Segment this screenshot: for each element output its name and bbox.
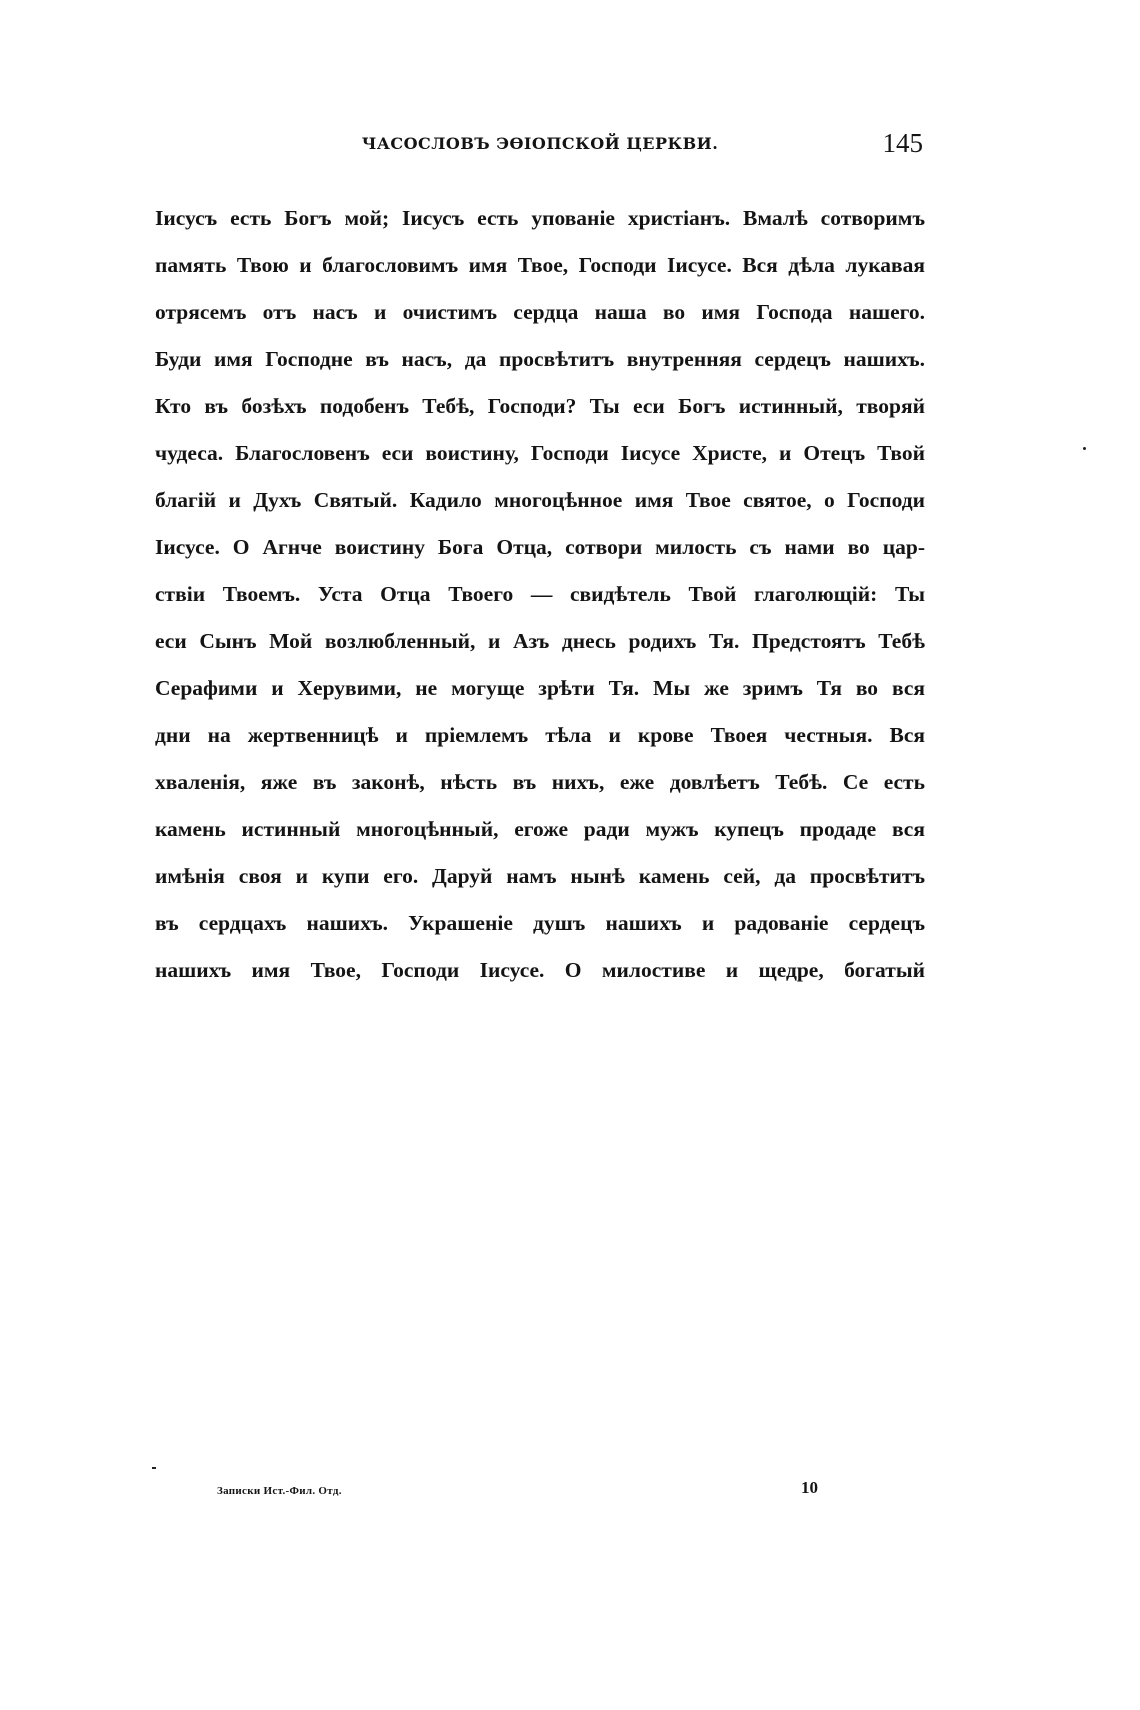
text-line: ствіи Твоемъ. Уста Отца Твоего — свидѣтель Твой глаголющій: Ты: [155, 582, 925, 606]
text-line: хваленія, яже въ законѣ, нѣсть въ нихъ, еже довлѣетъ Тебѣ. Се есть: [155, 770, 925, 794]
text-line: благій и Духъ Святый. Кадило многоцѣнное имя Твое святое, о Господи: [155, 488, 925, 512]
page-footer: [155, 1478, 925, 1508]
text-line: еси Сынъ Мой возлюбленный, и Азъ днесь родихъ Тя. Предстоятъ Тебѣ: [155, 629, 925, 653]
text-line: Іисусъ есть Богъ мой; Іисусъ есть упованіе христіанъ. Вмалѣ сотворимъ: [155, 206, 925, 230]
text-line: Серафими и Херувими, не могуще зрѣти Тя. Мы же зримъ Тя во вся: [155, 676, 925, 700]
page-number: 145: [882, 128, 923, 158]
text-line: память Твою и благословимъ имя Твое, Господи Іисусе. Вся дѣла лукавая: [155, 253, 925, 277]
print-speck: [152, 1467, 156, 1469]
running-head: [155, 128, 925, 168]
text-line: въ сердцахъ нашихъ. Украшеніе душъ нашихъ и радованіе сердецъ: [155, 911, 925, 935]
running-title: ЧАСОСЛОВЪ ЭѲІОПСКОЙ ЦЕРКВИ.: [361, 134, 719, 153]
text-line: нашихъ имя Твое, Господи Іисусе. О милостиве и щедре, богатый: [155, 958, 925, 982]
text-line: чудеса. Благословенъ еси воистину, Господи Іисусе Христе, и Отецъ Твой: [155, 441, 925, 465]
text-line: Буди имя Господне въ насъ, да просвѣтитъ внутренняя сердецъ нашихъ.: [155, 347, 925, 371]
text-line: дни на жертвенницѣ и пріемлемъ тѣла и крове Твоея честныя. Вся: [155, 723, 925, 747]
text-line: имѣнія своя и купи его. Даруй намъ нынѣ камень сей, да просвѣтитъ: [155, 864, 925, 888]
print-speck: [1083, 447, 1086, 450]
footer-journal-title: Записки Ист.-Фил. Отд.: [217, 1485, 342, 1497]
body-text: [155, 195, 925, 994]
text-line: отрясемъ отъ насъ и очистимъ сердца наша во имя Господа нашего.: [155, 300, 925, 324]
text-line: камень истинный многоцѣнный, егоже ради мужъ купецъ продаде вся: [155, 817, 925, 841]
text-line: Іисусе. О Агнче воистину Бога Отца, сотвори милость съ нами во цар-: [155, 535, 925, 559]
text-line: Кто въ бозѣхъ подобенъ Тебѣ, Господи? Ты еси Богъ истинный, творяй: [155, 394, 925, 418]
signature-mark: 10: [801, 1478, 818, 1497]
